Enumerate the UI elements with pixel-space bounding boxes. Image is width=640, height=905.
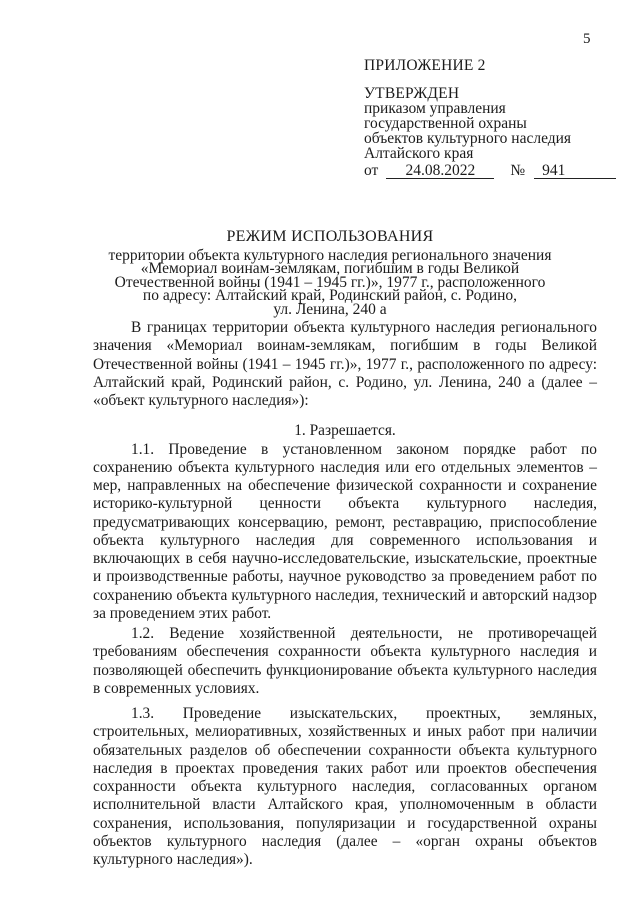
intro-paragraph: В границах территории объекта культурного наследия регионального значения «Мемориал воинам-землякам, погибшим в годы Великой Отечественной войны (1941 – 1945 гг.)», 1977 г., расположенного по адресу: Алтайский край, Родинский район, с. Родино, ул. Ленина, 240 а (далее – «объект культурного наследия»): xyxy=(93,319,597,409)
order-date: 24.08.2022 xyxy=(405,162,476,179)
order-date-number xyxy=(364,163,616,179)
title-heading: РЕЖИМ ИСПОЛЬЗОВАНИЯ xyxy=(226,228,434,245)
title-line: по адресу: Алтайский край, Родинский район, с. Родино, xyxy=(142,287,518,305)
approval-block xyxy=(364,58,616,179)
order-date-field xyxy=(386,163,494,179)
approved-label: УТВЕРЖДЕН xyxy=(364,85,460,102)
title-line: Отечественной войны (1941 – 1945 гг.)», 1977 г., расположенного xyxy=(114,273,546,291)
order-number: 941 xyxy=(542,162,566,179)
order-line: Алтайского края xyxy=(364,145,474,162)
clause-1-2: 1.2. Ведение хозяйственной деятельности, не противоречащей требованиям обеспечения сохранности объекта культурного наследия и позволяющей обеспечить функционирование объекта культурного наследия в современных условиях. xyxy=(93,625,597,697)
section-heading: 1. Разрешается. xyxy=(294,422,396,440)
document-title xyxy=(60,228,600,316)
clause-1-3: 1.3. Проведение изыскательских, проектных, земляных, строительных, мелиоративных, хозяйственных и иных работ при наличии обязательных разделов об обеспечении сохранности объекта культурного наследия в проектах проведения таких работ или проектов обеспечения сохранности объекта культурного наследия, согласованных органом исполнительной власти Алтайского края, уполномоченным в области сохранения, использования, популяризации и государственной охраны объектов культурного наследия (далее – «орган охраны объектов культурного наследия»). xyxy=(93,705,597,868)
clause-1-1: 1.1. Проведение в установленном законом порядке работ по сохранению объекта культурного наследия или его отдельных элементов – мер, направленных на обеспечение физической сохранности и сохранение историко-культурной ценности объекта культурного наследия, предусматривающих консервацию, ремонт, реставрацию, приспособление объекта культурного наследия для современного использования и включающих в себя научно-исследовательские, изыскательские, проектные и производственные работы, научное руководство за проведением работ по сохранению объекта культурного наследия, технический и авторский надзор за проведением этих работ. xyxy=(93,440,597,622)
number-label: № xyxy=(510,162,526,179)
from-label: от xyxy=(364,162,379,179)
document-body xyxy=(93,319,597,869)
order-line: приказом управления xyxy=(364,100,506,117)
appendix-label: ПРИЛОЖЕНИЕ 2 xyxy=(364,57,486,74)
title-line: ул. Ленина, 240 а xyxy=(273,300,387,318)
title-line: «Мемориал воинам-землякам, погибшим в годы Великой xyxy=(140,260,520,278)
page-number: 5 xyxy=(583,31,591,47)
title-line: территории объекта культурного наследия регионального значения xyxy=(108,247,552,264)
order-number-field xyxy=(534,163,616,179)
order-issuer xyxy=(364,101,616,161)
order-line: объектов культурного наследия xyxy=(364,130,572,147)
order-line: государственной охраны xyxy=(364,115,527,132)
